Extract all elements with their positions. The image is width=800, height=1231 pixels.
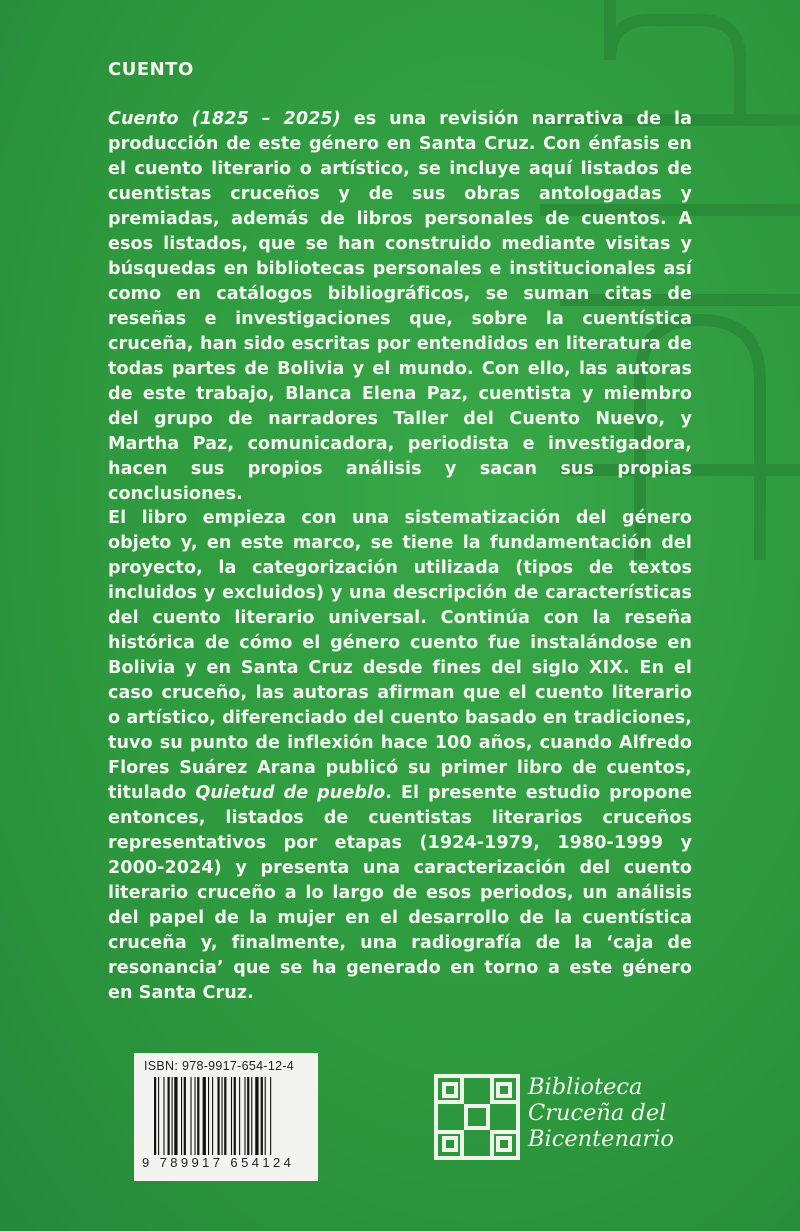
barcode-bar [261,1077,263,1155]
isbn-label: ISBN: [144,1059,179,1073]
barcode-bar [158,1077,159,1155]
barcode-bar [168,1077,170,1155]
barcode-bar [247,1077,249,1155]
description-paragraph-2 [108,506,692,1006]
barcode-bar [154,1077,156,1155]
barcode-digits: 9 789917 654124 [142,1155,295,1170]
publisher-line-2: Cruceña del [528,1100,667,1126]
publisher-logo-icon [432,1072,522,1162]
barcode-bar [172,1077,173,1155]
paragraph-2-text-before: El libro empieza con una sistematización del género objeto y, en este marco, se tiene la fundamentación del proyecto, la categorización utilizada (tipos de textos incluidos y excluidos) y una descripción de características del cuento literario universal. Continúa con la reseña histórica de cómo el género cuento fue instalándose en Bolivia y en Santa Cruz desde fines del siglo XIX. En el caso cruceño, las autoras afirman que el cuento literario o artístico, diferenciado del cuento basado en tradiciones, tuvo su punto de inflexión hace 100 años, cuando Alfredo Flores Suárez Arana publicó su primer libro de cuentos, titulado [108,508,692,803]
barcode-bar [239,1077,240,1155]
barcode-bar [224,1077,226,1155]
barcode-bar [222,1077,223,1155]
barcode-bar [174,1077,177,1155]
paragraph-2-text-after: . El presente estudio propone entonces, listados de cuentistas literarios cruceños representativos por etapas (1924-1979, 1980-1999 y 2000-2024) y presenta una caracterización del cuento literario cruceño a lo largo de esos periodos, un análisis del papel de la mujer en el desarrollo de la cuentística cruceña y, finalmente, una radiografía de la ‘caja de resonancia’ que se ha generado en torno a este género en Santa Cruz. [108,783,692,1003]
publisher-line-1: Biblioteca [528,1074,643,1100]
barcode-bar [231,1077,232,1155]
barcode-bar [184,1077,186,1155]
barcode-bar [217,1077,219,1155]
isbn-number: 978-9917-654-12-4 [181,1059,295,1073]
publisher-name [528,1074,674,1152]
barcode-bar [251,1077,252,1155]
barcode-bar [234,1077,236,1155]
isbn-line [144,1059,310,1073]
description-paragraph-1 [108,107,692,507]
barcode-bar [212,1077,213,1155]
book-title-italic: Cuento (1825 – 2025) [108,109,341,129]
barcode-bar [203,1077,206,1155]
barcode-bar [265,1077,266,1155]
barcode-bars [154,1077,302,1155]
barcode-bar [255,1077,258,1155]
barcode-bar [195,1077,196,1155]
cited-book-title: Quietud de pueblo [195,783,386,803]
barcode-bar [244,1077,245,1155]
barcode-bar [163,1077,164,1155]
paragraph-1-text: es una revisión narrativa de la producción de este género en Santa Cruz. Con énfasis en el cuento literario o artístico, se incluye aquí listados de cuentistas cruceños y de sus obras antologadas y premiadas, además de libros personales de cuentos. A esos listados, que se han construido mediante visitas y búsquedas en bibliotecas personales e institucionales así como en catálogos bibliográficos, se suman citas de reseñas e investigaciones que, sobre la cuentística cruceña, han sido escritas por entendidos en literatura de todas partes de Bolivia y el mundo. Con ello, las autoras de este trabajo, Blanca Elena Paz, cuentista y miembro del grupo de narradores Taller del Cuento Nuevo, y Martha Paz, comunicadora, periodista e investigadora, hacen sus propios análisis y sacan sus propias conclusiones. [108,109,692,504]
barcode-bar [208,1077,209,1155]
isbn-barcode [134,1053,318,1181]
barcode-bar [270,1077,271,1155]
barcode-bar [190,1077,191,1155]
barcode-bar [197,1077,199,1155]
publisher-line-3: Bicentenario [528,1126,674,1152]
section-heading: CUENTO [108,59,194,80]
barcode-bar [181,1077,182,1155]
